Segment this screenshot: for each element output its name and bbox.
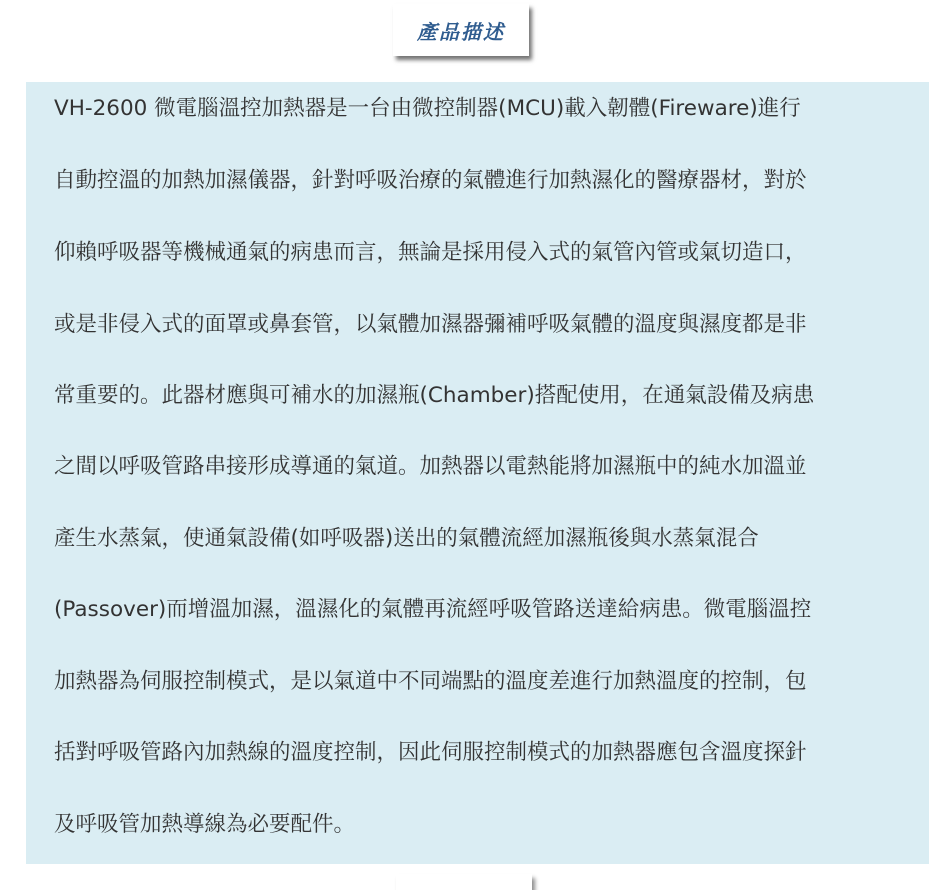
description-line: (Passover)而增溫加濕，溫濕化的氣體再流經呼吸管路送達給病患。微電腦溫控 bbox=[54, 597, 812, 622]
description-line: 或是非侵入式的面罩或鼻套管，以氣體加濕器彌補呼吸氣體的溫度與濕度都是非 bbox=[54, 312, 807, 337]
section-title-box bbox=[393, 4, 529, 56]
description-line: 之間以呼吸管路串接形成導通的氣道。加熱器以電熱能將加濕瓶中的純水加溫並 bbox=[54, 454, 807, 479]
description-line: 括對呼吸管路內加熱線的溫度控制，因此伺服控制模式的加熱器應包含溫度探針 bbox=[54, 740, 807, 765]
description-line: VH-2600 微電腦溫控加熱器是一台由微控制器(MCU)載入韌體(Fireware)進行 bbox=[54, 96, 801, 121]
description-panel bbox=[26, 82, 929, 864]
next-section-title-box bbox=[396, 874, 532, 890]
description-line: 產生水蒸氣，使通氣設備(如呼吸器)送出的氣體流經加濕瓶後與水蒸氣混合 bbox=[54, 526, 759, 551]
description-line: 及呼吸管加熱導線為必要配件。 bbox=[54, 812, 356, 837]
section-title: 產品描述 bbox=[417, 19, 505, 44]
description-line: 仰賴呼吸器等機械通氣的病患而言，無論是採用侵入式的氣管內管或氣切造口， bbox=[54, 240, 807, 265]
description-line: 常重要的。此器材應與可補水的加濕瓶(Chamber)搭配使用，在通氣設備及病患 bbox=[54, 383, 815, 408]
description-line: 加熱器為伺服控制模式，是以氣道中不同端點的溫度差進行加熱溫度的控制，包 bbox=[54, 669, 807, 694]
description-line: 自動控溫的加熱加濕儀器，針對呼吸治療的氣體進行加熱濕化的醫療器材，對於 bbox=[54, 168, 807, 193]
